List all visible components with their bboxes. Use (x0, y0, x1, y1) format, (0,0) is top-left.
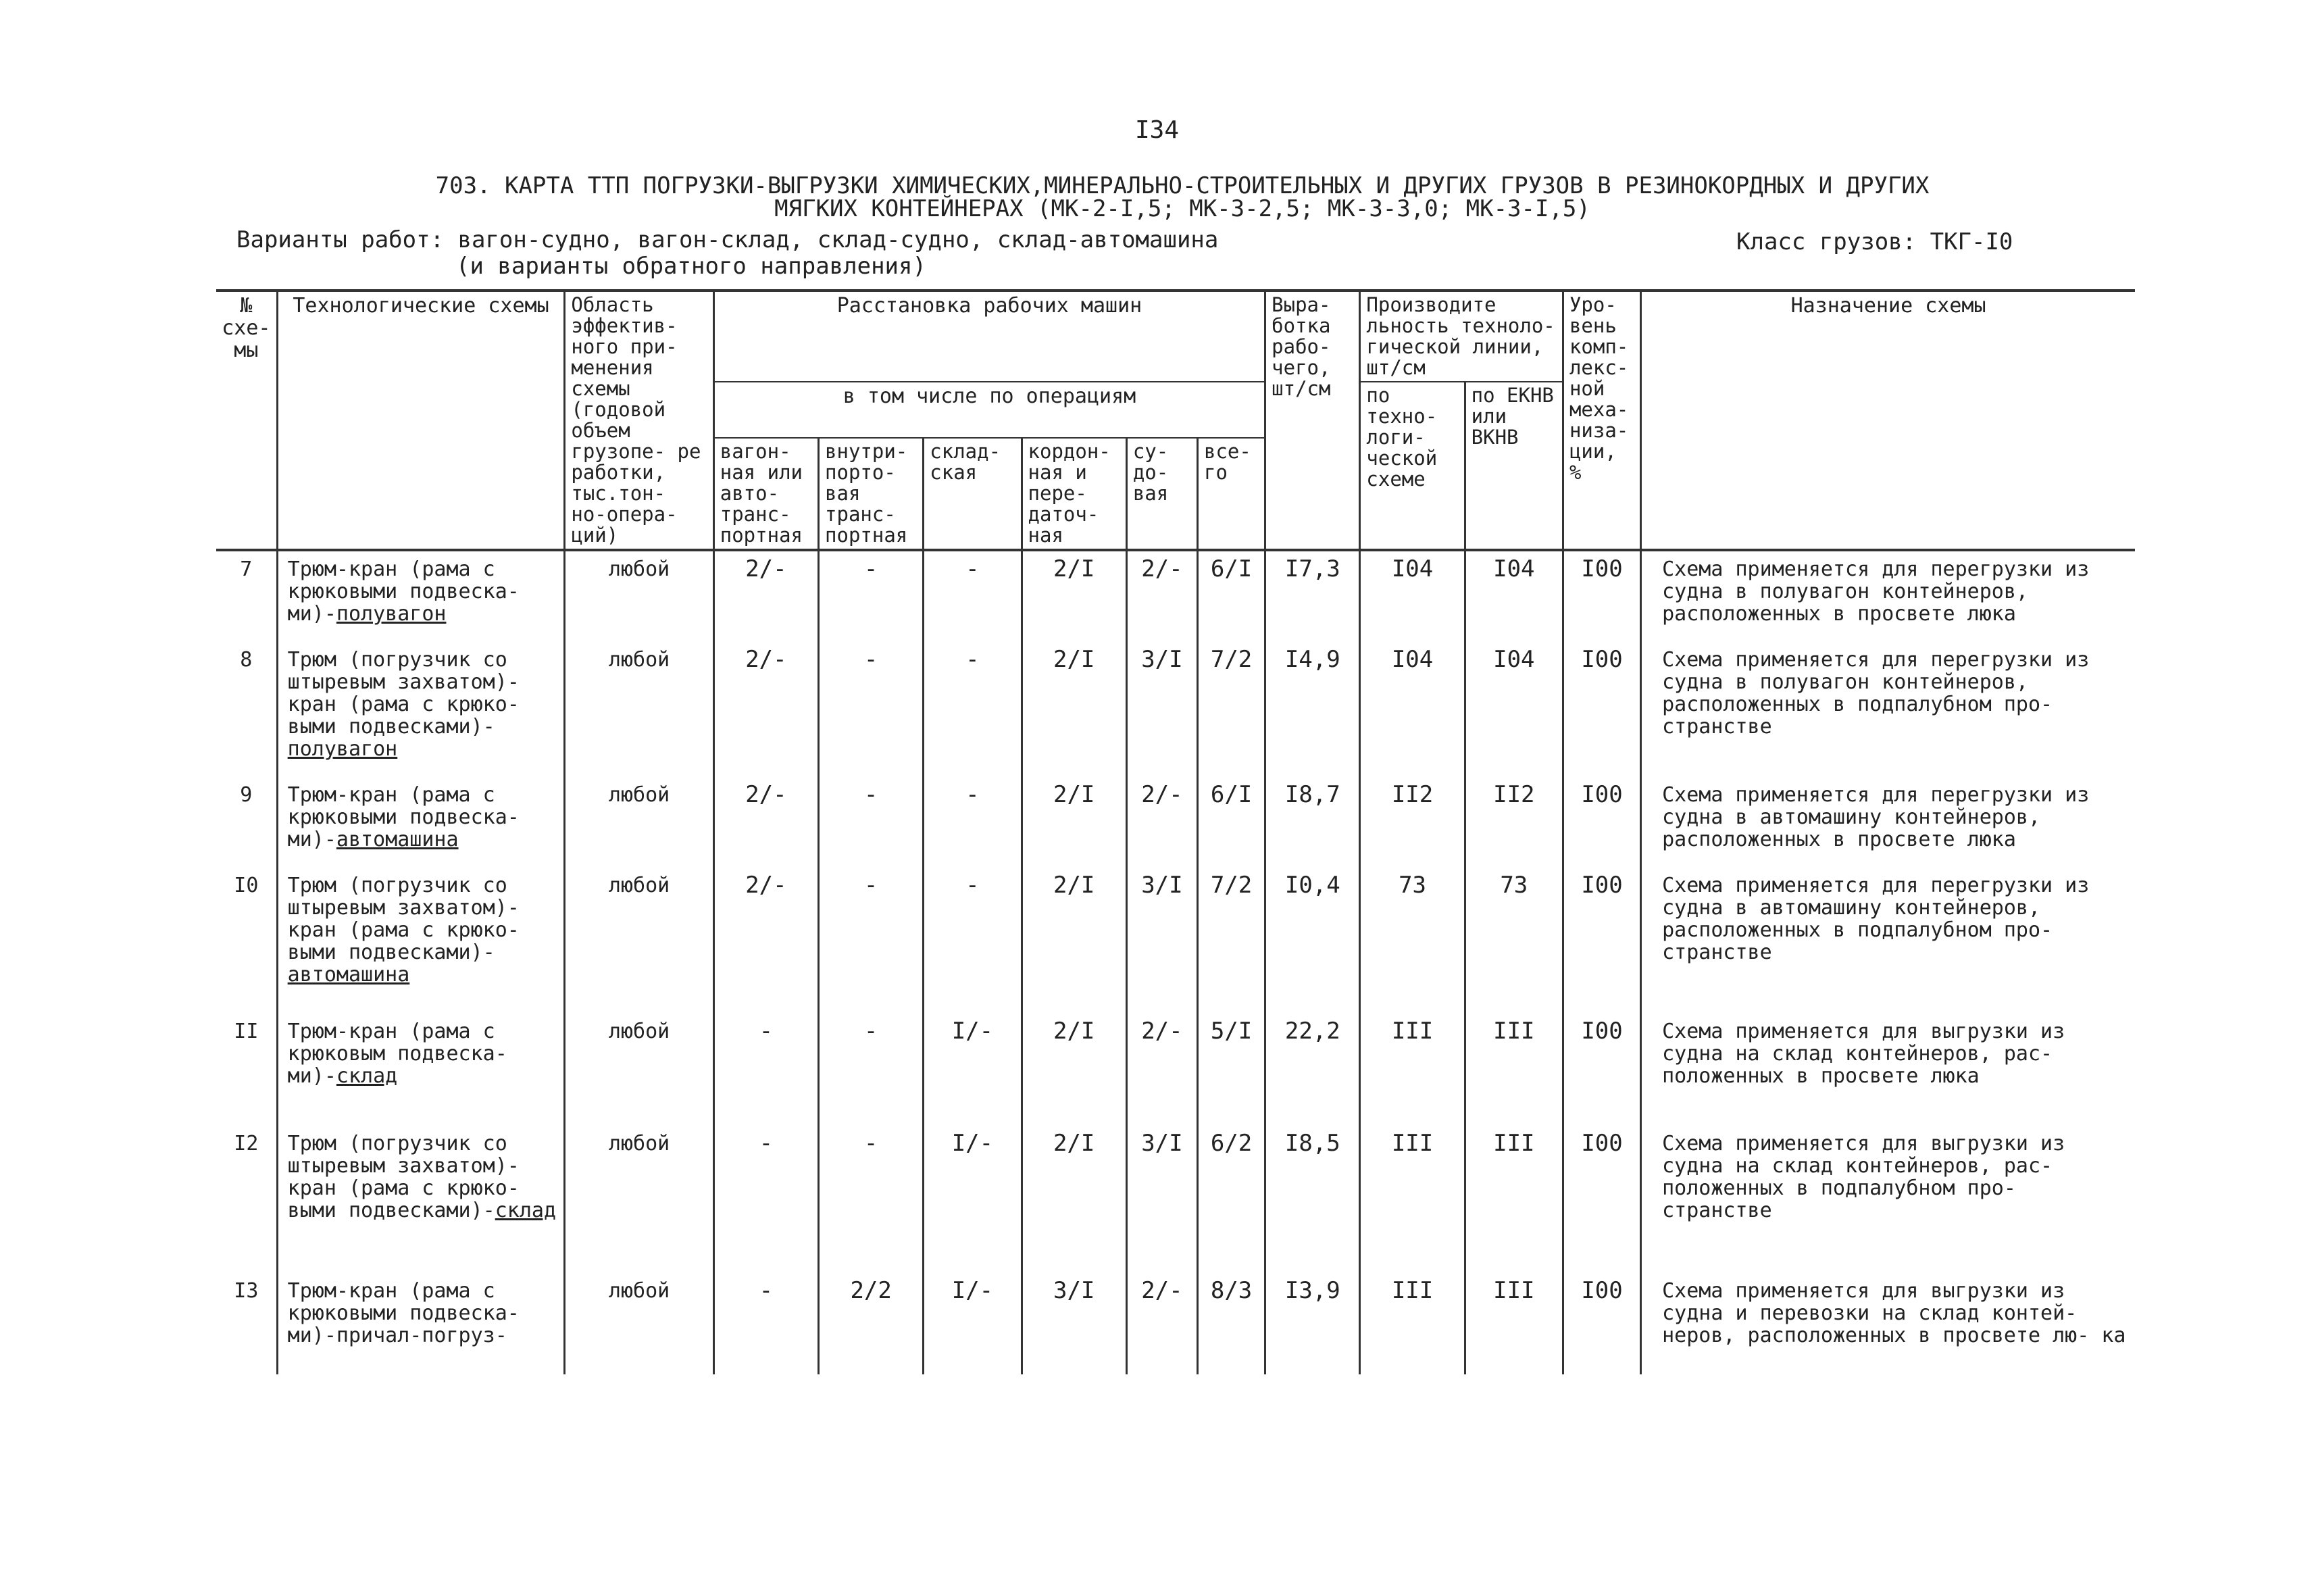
productivity-scheme: 73 (1360, 868, 1465, 1014)
worker-output: I0,4 (1265, 868, 1360, 1014)
worker-output: I3,9 (1265, 1273, 1360, 1374)
total-machines: 7/2 (1197, 642, 1265, 777)
wagon-ops: 2/- (713, 550, 818, 642)
table-row (216, 1273, 2135, 1374)
productivity-eknv: I04 (1465, 550, 1563, 642)
application-area: любой (565, 1273, 713, 1374)
mechanization-level: I00 (1563, 1014, 1640, 1126)
mechanization-level: I00 (1563, 777, 1640, 868)
header-tech-schemes: Технологические схемы (277, 291, 565, 550)
table-row (216, 868, 2135, 1014)
productivity-eknv: III (1465, 1126, 1563, 1273)
ship-ops: 3/I (1126, 868, 1197, 1014)
application-area: любой (565, 642, 713, 777)
table-row (216, 1126, 2135, 1273)
scheme-number: 7 (216, 550, 277, 642)
total-machines: 5/I (1197, 1014, 1265, 1126)
header-by-operations: в том числе по операциям (713, 382, 1265, 438)
total-machines: 6/I (1197, 550, 1265, 642)
wagon-ops: - (713, 1126, 818, 1273)
total-machines: 7/2 (1197, 868, 1265, 1014)
scheme-purpose: Схема применяется для перегрузки из судна в полувагон контейнеров, расположенных в просвете люка (1641, 550, 2135, 642)
productivity-scheme: III (1360, 1126, 1465, 1273)
total-machines: 8/3 (1197, 1273, 1265, 1374)
header-warehouse-ops: склад- ская (924, 438, 1022, 550)
productivity-eknv: II2 (1465, 777, 1563, 868)
application-area: любой (565, 868, 713, 1014)
productivity-scheme: III (1360, 1014, 1465, 1126)
cordon-ops: 3/I (1022, 1273, 1126, 1374)
header-scheme-number: № схе- мы (216, 291, 277, 550)
header-worker-output: Выра- ботка рабо- чего, шт/см (1265, 291, 1360, 550)
warehouse-ops: - (924, 868, 1022, 1014)
productivity-scheme: I04 (1360, 642, 1465, 777)
mechanization-level: I00 (1563, 1273, 1640, 1374)
header-machine-placement: Расстановка рабочих машин (713, 291, 1265, 382)
header-by-eknv: по ЕКНВ или ВКНВ (1465, 382, 1563, 550)
work-variants: Варианты работ: вагон-судно, вагон-склад, склад-судно, склад-автомашина (236, 226, 1219, 253)
intraport-ops: - (819, 777, 924, 868)
scheme-number: I2 (216, 1126, 277, 1273)
cordon-ops: 2/I (1022, 1126, 1126, 1273)
ship-ops: 2/- (1126, 1273, 1197, 1374)
productivity-scheme: I04 (1360, 550, 1465, 642)
application-area: любой (565, 550, 713, 642)
worker-output: I7,3 (1265, 550, 1360, 642)
mechanization-level: I00 (1563, 868, 1640, 1014)
productivity-eknv: 73 (1465, 868, 1563, 1014)
cargo-class: Класс грузов: ТКГ-I0 (1736, 228, 2013, 255)
cordon-ops: 2/I (1022, 642, 1126, 777)
scheme-purpose: Схема применяется для выгрузки из судна на склад контейнеров, рас- положенных в просвете люка (1641, 1014, 2135, 1126)
ship-ops: 2/- (1126, 777, 1197, 868)
wagon-ops: 2/- (713, 868, 818, 1014)
cordon-ops: 2/I (1022, 868, 1126, 1014)
header-intraport-ops: внутри- порто- вая транс- портная (819, 438, 924, 550)
cordon-ops: 2/I (1022, 1014, 1126, 1126)
wagon-ops: - (713, 1273, 818, 1374)
tech-scheme: Трюм-кран (рама с крюковыми подвеска- ми)-автомашина (277, 777, 565, 868)
application-area: любой (565, 1014, 713, 1126)
scheme-number: 9 (216, 777, 277, 868)
tech-scheme: Трюм (погрузчик со штыревым захватом)- кран (рама с крюко- выми подвесками)-автомашина (277, 868, 565, 1014)
page-number: I34 (1134, 116, 1180, 144)
worker-output: I8,7 (1265, 777, 1360, 868)
header-line-productivity: Производите льность техноло- гической линии, шт/см (1360, 291, 1563, 382)
header-total-machines: все- го (1197, 438, 1265, 550)
header-by-scheme: по техно- логи- ческой схеме (1360, 382, 1465, 550)
work-variants-note: (и варианты обратного направления) (456, 253, 926, 280)
table-row (216, 642, 2135, 777)
ship-ops: 3/I (1126, 642, 1197, 777)
tech-scheme: Трюм-кран (рама с крюковыми подвеска- ми)-полувагон (277, 550, 565, 642)
ship-ops: 3/I (1126, 1126, 1197, 1273)
tech-scheme: Трюм (погрузчик со штыревым захватом)- кран (рама с крюко- выми подвесками)-полувагон (277, 642, 565, 777)
intraport-ops: - (819, 550, 924, 642)
warehouse-ops: I/- (924, 1126, 1022, 1273)
header-scheme-purpose: Назначение схемы (1641, 291, 2135, 550)
productivity-eknv: I04 (1465, 642, 1563, 777)
warehouse-ops: - (924, 550, 1022, 642)
intraport-ops: 2/2 (819, 1273, 924, 1374)
header-cordon-ops: кордон- ная и пере- даточ- ная (1022, 438, 1126, 550)
productivity-scheme: III (1360, 1273, 1465, 1374)
table-row (216, 550, 2135, 642)
scheme-number: I0 (216, 868, 277, 1014)
intraport-ops: - (819, 868, 924, 1014)
table-row (216, 777, 2135, 868)
intraport-ops: - (819, 1126, 924, 1273)
scheme-number: I3 (216, 1273, 277, 1374)
ship-ops: 2/- (1126, 1014, 1197, 1126)
header-application-area: Область эффектив- ного при- менения схемы (годовой объем грузопе- ре работки, тыс.тон- но-опера- ций) (565, 291, 713, 550)
document-title-line-2: МЯГКИХ КОНТЕЙНЕРАХ (МК-2-I,5; МК-3-2,5; МК-3-3,0; МК-3-I,5) (774, 195, 1590, 222)
intraport-ops: - (819, 1014, 924, 1126)
scheme-purpose: Схема применяется для перегрузки из судна в автомашину контейнеров, расположенных в подпалубном про- странстве (1641, 868, 2135, 1014)
productivity-eknv: III (1465, 1014, 1563, 1126)
worker-output: 22,2 (1265, 1014, 1360, 1126)
tech-card-table (216, 289, 2135, 1374)
ship-ops: 2/- (1126, 550, 1197, 642)
table-row (216, 1014, 2135, 1126)
total-machines: 6/I (1197, 777, 1265, 868)
cordon-ops: 2/I (1022, 777, 1126, 868)
warehouse-ops: I/- (924, 1273, 1022, 1374)
cordon-ops: 2/I (1022, 550, 1126, 642)
mechanization-level: I00 (1563, 1126, 1640, 1273)
header-ship-ops: су- до- вая (1126, 438, 1197, 550)
total-machines: 6/2 (1197, 1126, 1265, 1273)
scheme-purpose: Схема применяется для перегрузки из судна в полувагон контейнеров, расположенных в подпалубном про- странстве (1641, 642, 2135, 777)
scheme-number: II (216, 1014, 277, 1126)
document-title-line-1: 703. КАРТА ТТП ПОГРУЗКИ-ВЫГРУЗКИ ХИМИЧЕСКИХ,МИНЕРАЛЬНО-СТРОИТЕЛЬНЫХ И ДРУГИХ ГРУЗОВ В РЕЗИНОКОРДНЫХ И ДРУГИХ (435, 172, 1930, 199)
tech-scheme: Трюм-кран (рама с крюковыми подвеска- ми)-причал-погруз- (277, 1273, 565, 1374)
mechanization-level: I00 (1563, 642, 1640, 777)
header-wagon-ops: вагон- ная или авто- транс- портная (713, 438, 818, 550)
application-area: любой (565, 1126, 713, 1273)
wagon-ops: - (713, 1014, 818, 1126)
productivity-eknv: III (1465, 1273, 1563, 1374)
wagon-ops: 2/- (713, 642, 818, 777)
scheme-purpose: Схема применяется для выгрузки из судна на склад контейнеров, рас- положенных в подпалубном про- странстве (1641, 1126, 2135, 1273)
application-area: любой (565, 777, 713, 868)
warehouse-ops: - (924, 642, 1022, 777)
worker-output: I8,5 (1265, 1126, 1360, 1273)
scheme-purpose: Схема применяется для выгрузки из судна и перевозки на склад контей- неров, расположенных в просвете лю- ка (1641, 1273, 2135, 1374)
scheme-number: 8 (216, 642, 277, 777)
warehouse-ops: - (924, 777, 1022, 868)
intraport-ops: - (819, 642, 924, 777)
worker-output: I4,9 (1265, 642, 1360, 777)
header-mechanization-level: Уро- вень комп- лекс- ной меха- низа- ции, % (1563, 291, 1640, 550)
tech-scheme: Трюм (погрузчик со штыревым захватом)- кран (рама с крюко- выми подвесками)-склад (277, 1126, 565, 1273)
wagon-ops: 2/- (713, 777, 818, 868)
productivity-scheme: II2 (1360, 777, 1465, 868)
warehouse-ops: I/- (924, 1014, 1022, 1126)
scheme-purpose: Схема применяется для перегрузки из судна в автомашину контейнеров, расположенных в просвете люка (1641, 777, 2135, 868)
tech-scheme: Трюм-кран (рама с крюковым подвеска- ми)-склад (277, 1014, 565, 1126)
mechanization-level: I00 (1563, 550, 1640, 642)
